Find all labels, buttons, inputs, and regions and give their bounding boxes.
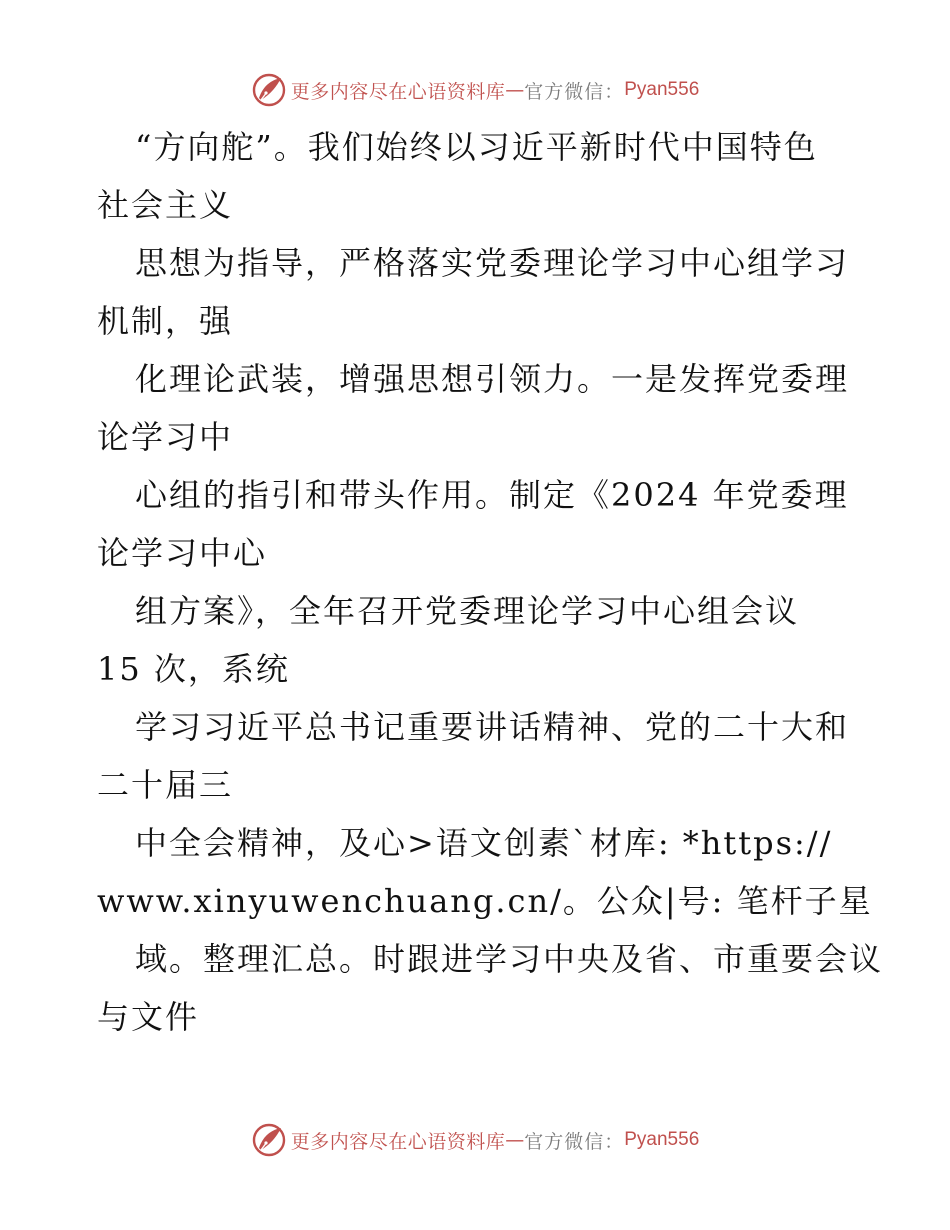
body-line: 机制，强 <box>97 302 234 340</box>
banner-contact-id: Pyan556 <box>624 79 700 100</box>
banner-brand-text: 更多内容尽在心语资料库 <box>290 1130 506 1153</box>
body-line: 化理论武装，增强思想引领力。一是发挥党委理 <box>135 360 850 398</box>
body-line: “方向舵”。我们始终以习近平新时代中国特色 <box>135 128 818 166</box>
banner-contact-label: 官方微信： <box>524 1130 625 1153</box>
footer-watermark-banner <box>0 1120 950 1160</box>
header-watermark-banner <box>0 70 950 110</box>
body-line: 域。整理汇总。时跟进学习中央及省、市重要会议 <box>135 940 884 978</box>
body-line: 学习习近平总书记重要讲话精神、党的二十大和 <box>135 708 850 746</box>
banner-dash: — <box>505 79 525 101</box>
body-line: www.xinyuwenchuang.cn/。公众|号: 笔杆子星 <box>97 882 873 920</box>
banner-brand-text: 更多内容尽在心语资料库 <box>290 80 506 103</box>
body-line: 论学习中 <box>97 418 234 456</box>
body-line: 中全会精神，及心>语文创素`材库: *https:// <box>135 824 833 862</box>
body-line: 心组的指引和带头作用。制定《2024 年党委理 <box>135 476 849 514</box>
body-line: 组方案》，全年召开党委理论学习中心组会议 <box>135 592 800 630</box>
banner-contact-id: Pyan556 <box>624 1129 700 1150</box>
pen-nib-logo-icon <box>251 72 287 108</box>
document-body <box>97 118 897 1046</box>
body-line: 与文件 <box>97 998 200 1036</box>
body-line: 社会主义 <box>97 186 234 224</box>
banner-dash: — <box>505 1129 525 1151</box>
body-line: 论学习中心 <box>97 534 268 572</box>
pen-nib-logo-icon <box>251 1122 287 1158</box>
banner-contact-label: 官方微信： <box>524 80 625 103</box>
body-line: 二十届三 <box>97 766 234 804</box>
body-line: 思想为指导，严格落实党委理论学习中心组学习 <box>135 244 850 282</box>
body-line: 15 次，系统 <box>97 650 290 688</box>
